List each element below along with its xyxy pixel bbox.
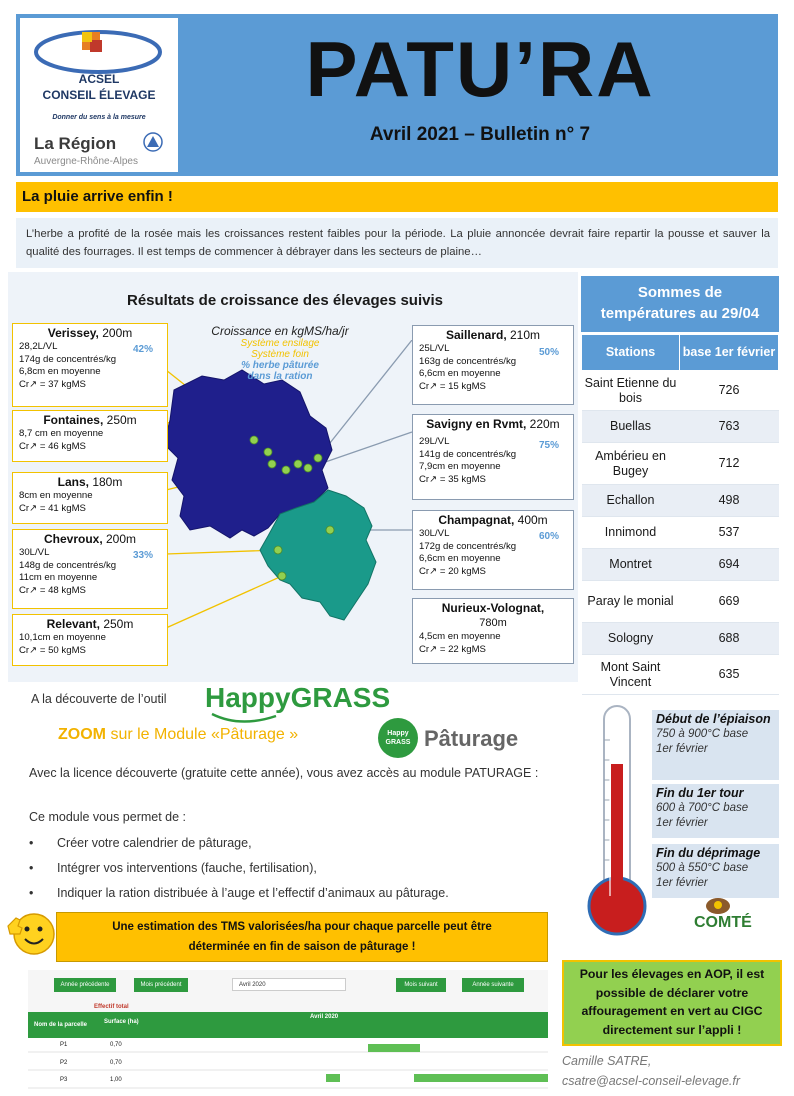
- farm-line: 6,8cm en moyenne: [19, 366, 101, 377]
- farm-altitude: 780m: [479, 617, 507, 629]
- legend-foin: Système foin: [251, 349, 309, 360]
- phase-base: 1er février: [656, 743, 708, 755]
- thumbs-up-smiley-icon: [2, 904, 58, 960]
- aop-callout: Pour les élevages en AOP, il est possible de déclarer votre affouragement en vert au CIGC directement sur l’appli !: [562, 960, 782, 1046]
- calendar-month: Avril 2020: [310, 1014, 339, 1020]
- bullet-text: Créer votre calendrier de pâturage,: [57, 836, 252, 850]
- next-year-button[interactable]: Année suivante: [462, 978, 524, 992]
- legend-pct2: dans la ration: [247, 371, 313, 382]
- happygrass-badge-icon: [378, 718, 418, 758]
- bulletin-title: PATU’RA: [305, 25, 655, 113]
- phase-epiaison: [652, 710, 779, 780]
- col-surface: Surface (ha): [104, 1019, 139, 1025]
- farm-line: 30L/VL: [419, 528, 450, 539]
- parcel-surface: 1,00: [110, 1077, 122, 1083]
- temp-col-station: Stations: [582, 335, 680, 371]
- farm-name: Fontaines,: [43, 413, 104, 427]
- farm-line: 6,6cm en moyenne: [419, 368, 501, 379]
- bullet-dot-icon: •: [29, 861, 34, 875]
- hg-intro: A la découverte de l’outil: [31, 692, 167, 706]
- tms-line1: Une estimation des TMS valorisées/ha pour chaque parcelle peut être: [112, 921, 492, 933]
- farm-line: 141g de concentrés/kg: [419, 448, 517, 460]
- farm-card-fontaines: [12, 410, 168, 462]
- temp-value: 694: [680, 549, 779, 581]
- farm-altitude: 200m: [98, 326, 133, 340]
- farm-line: 148g de concentrés/kg: [19, 559, 117, 571]
- phase-base: 1er février: [656, 817, 708, 829]
- parcel-name: P1: [60, 1042, 68, 1048]
- farm-line: 28,2L/VL: [19, 341, 58, 352]
- phase-fin-1er-tour: [652, 784, 779, 838]
- badge-line2: GRASS: [385, 739, 411, 746]
- farm-card-verissey: [12, 323, 168, 407]
- legend-unit: Croissance en kgMS/ha/jr: [211, 324, 349, 338]
- temp-value: 498: [680, 485, 779, 517]
- farm-line: Cr↗ = 37 kgMS: [19, 378, 86, 390]
- map-legend: [190, 324, 370, 382]
- farm-altitude: 400m: [514, 513, 548, 527]
- bulletin-subtitle: Avril 2021 – Bulletin n° 7: [369, 124, 591, 145]
- temp-station: Montret: [582, 549, 680, 581]
- farm-line: 25L/VL: [419, 343, 450, 354]
- author-name: Camille SATRE,: [562, 1054, 652, 1068]
- farm-pct: 75%: [538, 440, 559, 451]
- farm-card-savigny: [412, 414, 574, 500]
- farm-pct: 60%: [538, 531, 559, 542]
- happygrass-swoosh-icon: [210, 712, 280, 726]
- parcel-surface: 0,70: [110, 1060, 122, 1066]
- farm-altitude: 180m: [88, 475, 123, 489]
- farm-name: Champagnat,: [438, 513, 515, 527]
- farm-line: Cr↗ = 20 kgMS: [419, 565, 486, 577]
- farm-line: Cr↗ = 15 kgMS: [419, 380, 486, 392]
- farm-line: 174g de concentrés/kg: [19, 353, 117, 365]
- logo-sub: CONSEIL ÉLEVAGE: [42, 88, 156, 102]
- phase-title: Fin du 1er tour: [656, 786, 744, 800]
- temp-title-line1: Sommes de: [637, 284, 723, 301]
- farm-line: 7,9cm en moyenne: [419, 461, 501, 472]
- happygrass-logo: HappyGRASS: [205, 682, 391, 713]
- phase-title: Début de l’épiaison: [656, 712, 771, 726]
- temp-station: Innimond: [582, 517, 680, 549]
- farm-line: 8,7 cm en moyenne: [19, 428, 104, 439]
- farm-name: Chevroux,: [43, 532, 103, 546]
- region-name: La Région: [34, 134, 117, 153]
- zoom-bold: ZOOM: [58, 726, 106, 743]
- zoom-heading: [58, 726, 298, 744]
- legend-pct: % herbe pâturée: [241, 360, 319, 371]
- temp-table: [581, 334, 779, 695]
- bullet-text: Intégrer vos interventions (fauche, fertilisation),: [57, 861, 317, 875]
- phase-range: 600 à 700°C base: [656, 802, 749, 814]
- bullet-dot-icon: •: [29, 836, 34, 850]
- temp-title-line2: températures au 29/04: [600, 305, 760, 322]
- temp-value: 688: [680, 623, 779, 655]
- farm-line: Cr↗ = 41 kgMS: [19, 502, 86, 514]
- farm-altitude: 200m: [102, 532, 137, 546]
- feature-bullet: [29, 836, 252, 850]
- farm-altitude: 250m: [103, 413, 137, 427]
- farm-pct: 50%: [538, 347, 559, 358]
- col-parcelle: Nom de la parcelle: [34, 1022, 88, 1028]
- phase-range: 500 à 550°C base: [656, 862, 749, 874]
- phase-title: Fin du déprimage: [656, 846, 761, 860]
- temp-value: 726: [680, 371, 779, 411]
- farm-name: Nurieux-Volognat,: [441, 601, 545, 615]
- logo-panel: [20, 18, 178, 172]
- temp-station: Mont Saint Vincent: [582, 655, 680, 695]
- farm-line: Cr↗ = 22 kgMS: [419, 643, 486, 655]
- phase-range: 750 à 900°C base: [656, 728, 749, 740]
- farm-card-lans: [12, 472, 168, 524]
- bullet-dot-icon: •: [29, 886, 34, 900]
- growth-title: Résultats de croissance des élevages suivis: [126, 292, 443, 309]
- temp-station: Paray le monial: [582, 581, 680, 623]
- region-map: [150, 340, 420, 630]
- calendar-date-input[interactable]: Avril 2020: [232, 978, 346, 991]
- comte-cow-icon: [704, 894, 732, 916]
- farm-line: 29L/VL: [419, 436, 450, 447]
- farm-line: Cr↗ = 50 kgMS: [19, 644, 86, 656]
- farm-line: 11cm en moyenne: [19, 572, 98, 583]
- feature-bullet: [29, 861, 317, 875]
- rain-text: L’herbe a profité de la rosée mais les croissances restent faibles pour la période. La pluie annoncée devrait faire repartir la pousse et sauver la qualité des fourrages. Il est temps de commencer à débrayer dans les secteurs de plaine…: [16, 218, 778, 268]
- parcel-surface: 0,70: [110, 1042, 122, 1048]
- farm-line: 8cm en moyenne: [19, 490, 93, 501]
- farm-pct: 42%: [132, 344, 153, 355]
- temp-value: 635: [680, 655, 779, 695]
- farm-altitude: 210m: [506, 328, 541, 342]
- farm-line: 163g de concentrés/kg: [419, 355, 517, 367]
- farm-line: 172g de concentrés/kg: [419, 540, 517, 552]
- farm-line: 30L/VL: [19, 547, 50, 558]
- farm-card-champagnat: [412, 510, 574, 590]
- farm-name: Savigny en Rvmt,: [426, 417, 527, 431]
- farm-name: Relevant,: [46, 617, 100, 631]
- farm-line: Cr↗ = 35 kgMS: [419, 473, 486, 485]
- farm-line: 10,1cm en moyenne: [19, 632, 106, 643]
- temp-value: 537: [680, 517, 779, 549]
- temp-station: Buellas: [582, 411, 680, 443]
- temp-value: 712: [680, 443, 779, 485]
- thermometer-icon: [580, 700, 650, 940]
- temp-station: Sologny: [582, 623, 680, 655]
- tms-callout: [56, 912, 548, 962]
- phase-base: 1er février: [656, 877, 708, 889]
- farm-line: Cr↗ = 46 kgMS: [19, 440, 86, 452]
- temp-col-base: base 1er février: [680, 335, 779, 371]
- prev-year-button[interactable]: Année précédente: [54, 978, 116, 992]
- badge-line1: Happy: [387, 730, 409, 737]
- zoom-rest: sur le Module «Pâturage »: [106, 726, 299, 743]
- farm-name: Lans,: [57, 475, 89, 489]
- farm-altitude: 220m: [526, 417, 560, 431]
- farm-line: 6,6cm en moyenne: [419, 553, 501, 564]
- region-triangle-icon: [142, 132, 164, 152]
- comte-brand: COMTÉ: [694, 914, 752, 931]
- temp-value: 763: [680, 411, 779, 443]
- region-sub: Auvergne-Rhône-Alpes: [34, 156, 138, 167]
- farm-card-saillenard: [412, 325, 574, 405]
- farm-line: 4,5cm en moyenne: [419, 631, 501, 642]
- temp-station: Echallon: [582, 485, 680, 517]
- temp-station: Ambérieu en Bugey: [582, 443, 680, 485]
- temp-title: [581, 276, 779, 332]
- farm-card-chevroux: [12, 529, 168, 609]
- farm-line: Cr↗ = 48 kgMS: [19, 584, 86, 596]
- farm-card-nurieux: [412, 598, 574, 664]
- farm-name: Saillenard,: [445, 328, 507, 342]
- legend-ensilage: Système ensilage: [240, 338, 320, 349]
- temp-value: 669: [680, 581, 779, 623]
- prev-month-button[interactable]: Mois précédent: [134, 978, 188, 992]
- logo-tagline: Donner du sens à la mesure: [52, 114, 146, 121]
- farm-altitude: 250m: [100, 617, 134, 631]
- phase-fin-deprimage: [652, 844, 779, 898]
- parcel-name: P2: [60, 1060, 68, 1066]
- farm-name: Verissey,: [47, 326, 99, 340]
- licence-text: Avec la licence découverte (gratuite cette année), vous avez accès au module PATURAGE :: [29, 766, 539, 780]
- feature-bullet: [29, 886, 449, 900]
- paturage-word: Pâturage: [424, 726, 519, 751]
- logo-name: ACSEL: [78, 72, 120, 86]
- acsel-logo-icon: [20, 18, 178, 78]
- farm-card-relevant: [12, 614, 168, 666]
- farm-pct: 33%: [132, 550, 153, 561]
- parcel-name: P3: [60, 1077, 68, 1083]
- rain-title: La pluie arrive enfin !: [22, 188, 173, 205]
- author-email[interactable]: csatre@acsel-conseil-elevage.fr: [562, 1074, 741, 1088]
- tms-line2: déterminée en fin de saison de pâturage !: [188, 941, 416, 953]
- module-lead: Ce module vous permet de :: [29, 810, 187, 824]
- bullet-text: Indiquer la ration distribuée à l’auge et l’effectif d’animaux au pâturage.: [57, 886, 449, 900]
- next-month-button[interactable]: Mois suivant: [396, 978, 446, 992]
- temp-station: Saint Etienne du bois: [582, 371, 680, 411]
- effectif-label: Effectif total: [94, 1004, 129, 1010]
